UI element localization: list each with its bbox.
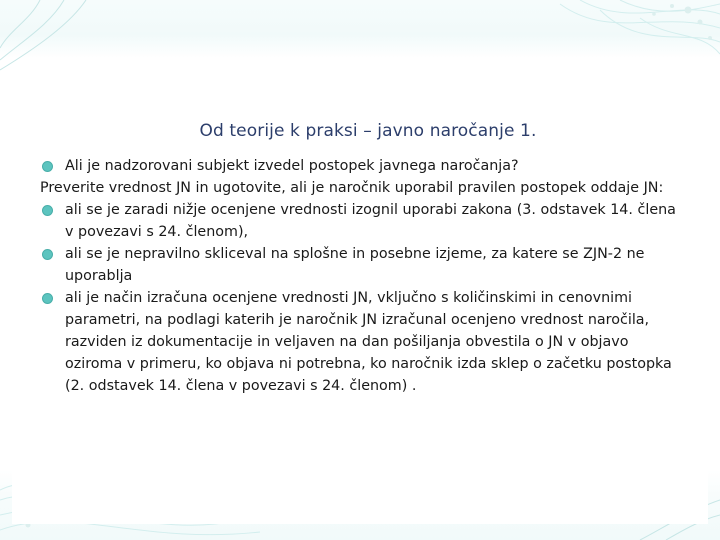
round-teal-bullet-icon [42, 293, 53, 304]
round-teal-bullet-icon [42, 205, 53, 216]
bullet-text: Ali je nadzorovani subjekt izvedel postopek javnega naročanja? [65, 158, 519, 174]
bullet-item [40, 243, 680, 287]
slide-content [40, 155, 680, 397]
body-paragraph: Preverite vrednost JN in ugotovite, ali je naročnik uporabil pravilen postopek oddaje JN: [40, 180, 664, 196]
round-teal-bullet-icon [42, 161, 53, 172]
bullet-text: ali se je nepravilno skliceval na splošne in posebne izjeme, za katere se ZJN-2 ne uporablja [65, 246, 645, 284]
bullet-text: ali se je zaradi nižje ocenjene vrednosti izognil uporabi zakona (3. odstavek 14. člena v povezavi s 24. členom), [65, 202, 676, 240]
slide-title: Od teorije k praksi – javno naročanje 1. [199, 121, 537, 141]
bullet-item [40, 199, 680, 243]
bullet-item [40, 287, 680, 397]
bullet-item [40, 155, 680, 177]
bullet-text: ali je način izračuna ocenjene vrednosti JN, vključno s količinskimi in cenovnimi parametri, na podlagi katerih je naročnik JN izračunal ocenjeno vrednost naročila, razviden iz dokumentacije in veljaven na dan pošiljanja obvestila o JN v objavo oziroma v primeru, ko objava ni potrebna, ko naročnik izda sklep o začetku postopka (2. odstavek 14. člena v povezavi s 24. členom) . [65, 290, 672, 394]
round-teal-bullet-icon [42, 249, 53, 260]
